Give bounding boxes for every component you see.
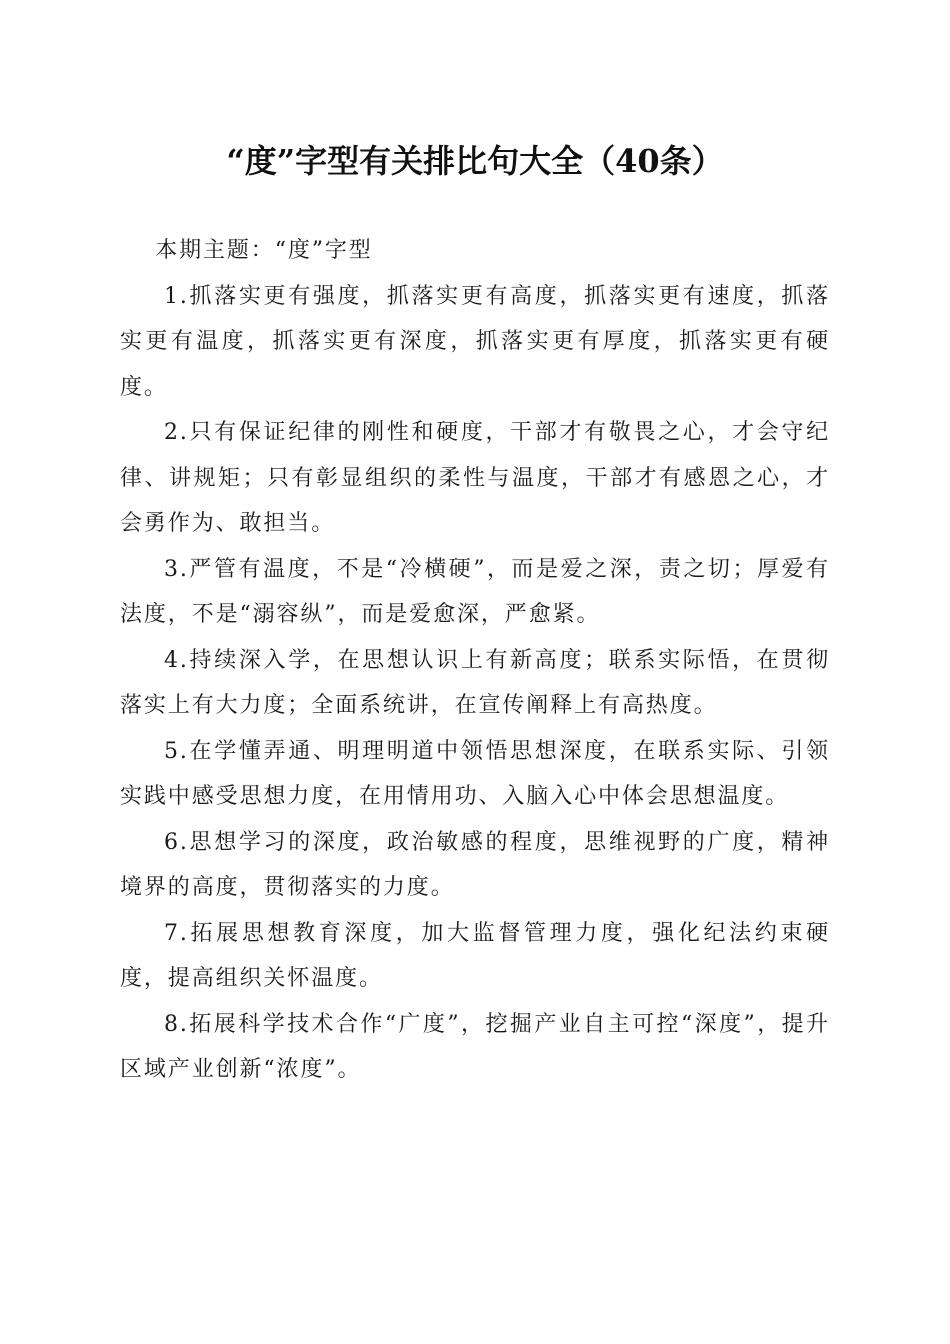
paragraph-8: 8.拓展科学技术合作“广度”，挖掘产业自主可控“深度”，提升区域产业创新“浓度”。 bbox=[120, 1011, 830, 1082]
document-body bbox=[120, 228, 830, 1093]
document-subtitle: 本期主题：“度”字型 bbox=[155, 238, 373, 263]
paragraph-3: 3.严管有温度，不是“冷横硬”，而是爱之深，责之切；厚爱有法度，不是“溺容纵”，而是爱愈深，严愈紧。 bbox=[120, 556, 830, 627]
document-title: “度”字型有关排比句大全（40条） bbox=[226, 142, 724, 180]
paragraph-1: 1.抓落实更有强度，抓落实更有高度，抓落实更有速度，抓落实更有温度，抓落实更有深度，抓落实更有厚度，抓落实更有硬度。 bbox=[120, 283, 830, 400]
paragraph-5: 5.在学懂弄通、明理明道中领悟思想深度，在联系实际、引领实践中感受思想力度，在用情用功、入脑入心中体会思想温度。 bbox=[120, 738, 830, 809]
paragraph-7: 7.拓展思想教育深度，加大监督管理力度，强化纪法约束硬度，提高组织关怀温度。 bbox=[120, 920, 830, 991]
paragraph-4: 4.持续深入学，在思想认识上有新高度；联系实际悟，在贯彻落实上有大力度；全面系统讲，在宣传阐释上有高热度。 bbox=[120, 647, 830, 718]
paragraph-2: 2.只有保证纪律的刚性和硬度，干部才有敬畏之心，才会守纪律、讲规矩；只有彰显组织的柔性与温度，干部才有感恩之心，才会勇作为、敢担当。 bbox=[120, 420, 830, 536]
paragraph-6: 6.思想学习的深度，政治敏感的程度，思维视野的广度，精神境界的高度，贯彻落实的力度。 bbox=[120, 829, 830, 900]
